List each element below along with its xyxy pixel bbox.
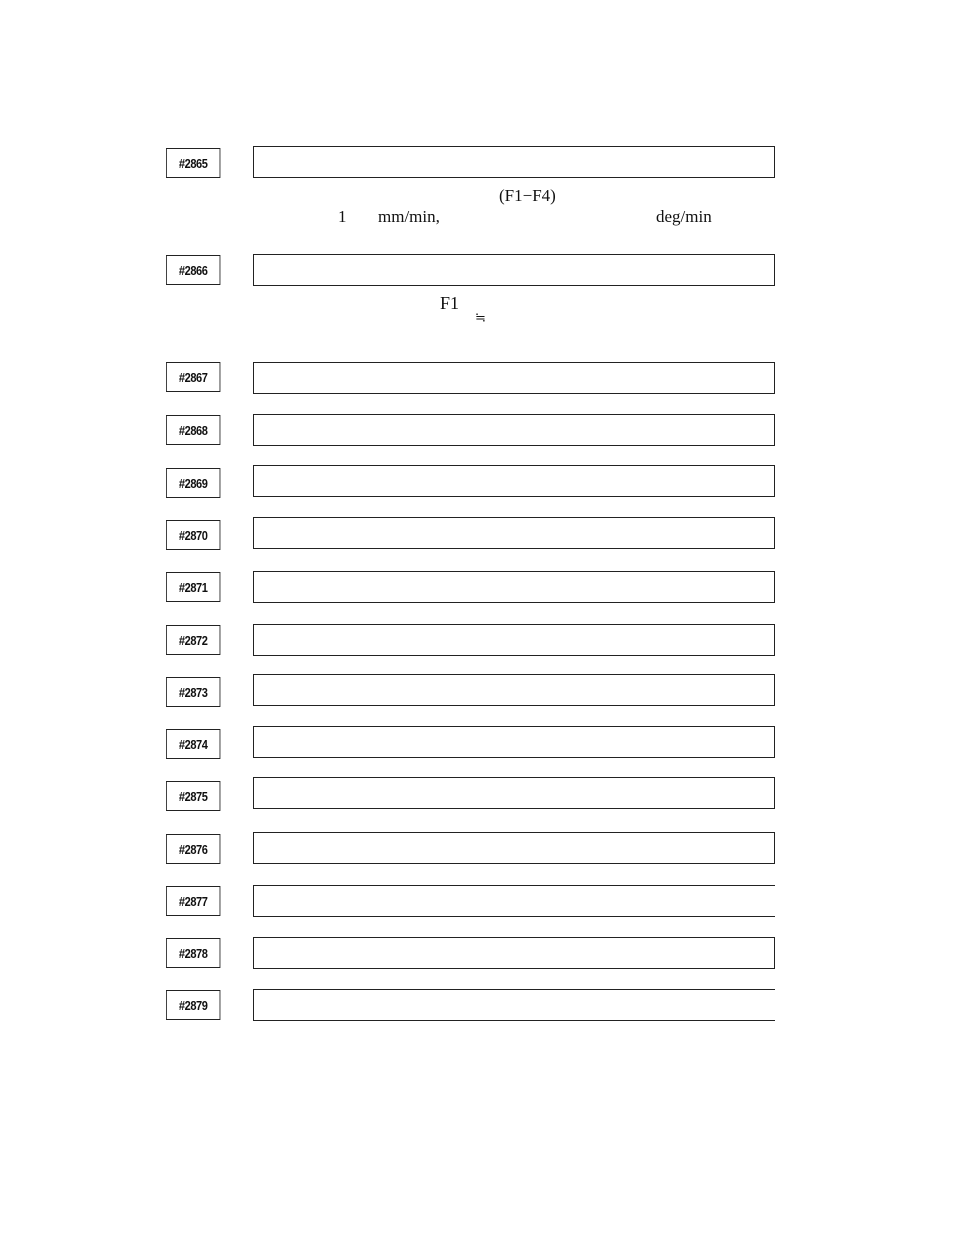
param-number-2866: #2866 (166, 255, 220, 285)
param-field-2871[interactable] (253, 571, 775, 603)
param-number-2879: #2879 (166, 990, 220, 1020)
param-field-2877[interactable] (253, 885, 775, 917)
unit-mm-note: mm/min, (378, 207, 440, 226)
param-field-2865[interactable] (253, 146, 775, 178)
param-field-2868[interactable] (253, 414, 775, 446)
param-field-2875[interactable] (253, 777, 775, 809)
param-number-2878: #2878 (166, 938, 220, 968)
param-number-2877: #2877 (166, 886, 220, 916)
param-field-2869[interactable] (253, 465, 775, 497)
param-field-2870[interactable] (253, 517, 775, 549)
param-field-2867[interactable] (253, 362, 775, 394)
param-field-2874[interactable] (253, 726, 775, 758)
param-number-2868: #2868 (166, 415, 220, 445)
param-number-2873: #2873 (166, 677, 220, 707)
param-number-2874: #2874 (166, 729, 220, 759)
param-field-2866[interactable] (253, 254, 775, 286)
param-number-2867: #2867 (166, 362, 220, 392)
param-number-2870: #2870 (166, 520, 220, 550)
param-number-2865: #2865 (166, 148, 220, 178)
f1-note: F1 (440, 293, 460, 313)
param-field-2878[interactable] (253, 937, 775, 969)
param-number-2869: #2869 (166, 468, 220, 498)
param-number-2872: #2872 (166, 625, 220, 655)
approx-symbol: ≒ (475, 310, 486, 325)
param-number-2876: #2876 (166, 834, 220, 864)
param-number-2875: #2875 (166, 781, 220, 811)
feedrate-range-note: (F1−F4) (499, 186, 556, 205)
param-field-2873[interactable] (253, 674, 775, 706)
unit-deg-note: deg/min (656, 207, 712, 226)
param-field-2876[interactable] (253, 832, 775, 864)
param-field-2872[interactable] (253, 624, 775, 656)
param-field-2879[interactable] (253, 989, 775, 1021)
param-number-2871: #2871 (166, 572, 220, 602)
unit-one-note: 1 (338, 207, 347, 226)
